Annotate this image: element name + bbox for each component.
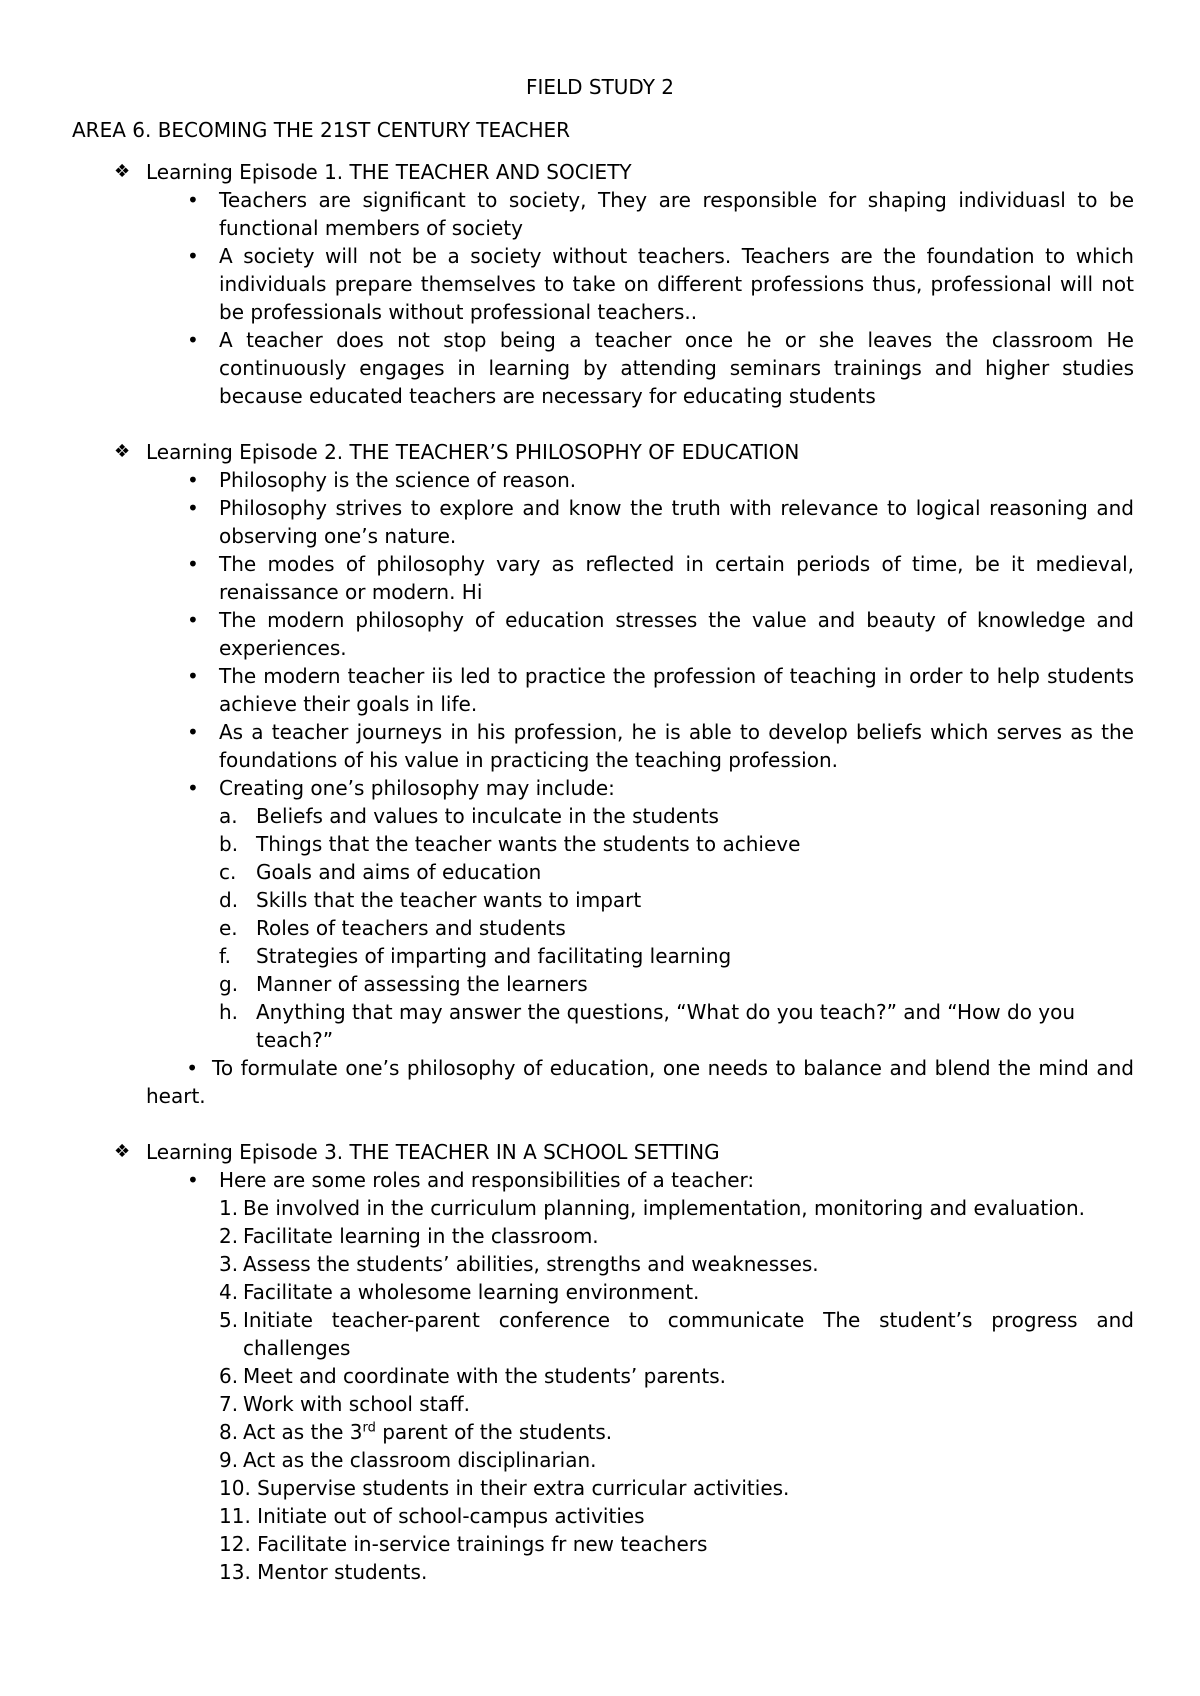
list-item-text: Initiate teacher-parent conference to communicate The student’s progress and challenges xyxy=(243,1308,1134,1360)
list-item-text: Philosophy strives to explore and know the truth with relevance to logical reasoning and observing one’s nature. xyxy=(219,496,1134,548)
list-marker: 10. xyxy=(219,1476,251,1500)
list-item xyxy=(187,494,1134,550)
diamond-bullet-icon: ❖ xyxy=(114,161,131,182)
list-item xyxy=(219,886,1134,914)
document-title: FIELD STUDY 2 xyxy=(525,75,675,99)
list-item xyxy=(146,1054,1134,1110)
bullet-icon: • xyxy=(187,720,199,744)
teacher-roles-list xyxy=(0,1194,1200,1586)
list-item-text: The modern teacher iis led to practice the profession of teaching in order to help students achieve their goals in life. xyxy=(219,664,1134,716)
list-item xyxy=(219,1278,1134,1306)
list-marker: 11. xyxy=(219,1504,251,1528)
list-marker: b. xyxy=(219,832,239,856)
ordinal-suffix: rd xyxy=(362,1420,376,1436)
list-marker: 1. xyxy=(219,1196,239,1220)
list-item-text: Facilitate a wholesome learning environment. xyxy=(243,1280,700,1304)
list-item xyxy=(219,1502,1134,1530)
bullet-icon: • xyxy=(186,1056,198,1080)
philosophy-sub-list xyxy=(0,802,1200,1054)
list-marker: e. xyxy=(219,916,238,940)
list-item xyxy=(187,326,1134,410)
list-item-text: parent of the students. xyxy=(375,1420,613,1444)
list-item xyxy=(187,186,1134,242)
list-marker: 12. xyxy=(219,1532,251,1556)
list-item-text: Teachers are significant to society, They are responsible for shaping individuasl to be functional members of society xyxy=(219,188,1134,240)
bullet-icon: • xyxy=(187,328,199,352)
list-item-text: Here are some roles and responsibilities of a teacher: xyxy=(219,1168,755,1192)
list-item xyxy=(219,1306,1134,1362)
list-item-text: Mentor students. xyxy=(257,1560,428,1584)
list-item-text: The modes of philosophy vary as reflected in certain periods of time, be it medieval, renaissance or modern. Hi xyxy=(219,552,1134,604)
list-item-text: Manner of assessing the learners xyxy=(256,972,588,996)
list-item-text: Beliefs and values to inculcate in the students xyxy=(256,804,719,828)
episode-prefix: Learning Episode 1. xyxy=(146,160,350,184)
diamond-bullet-icon: ❖ xyxy=(114,441,131,462)
list-marker: 8. xyxy=(219,1420,239,1444)
list-item-text: Work with school staff. xyxy=(243,1392,470,1416)
episode-2-bullets xyxy=(0,466,1200,802)
list-marker: d. xyxy=(219,888,239,912)
list-marker: 7. xyxy=(219,1392,239,1416)
list-item xyxy=(187,466,1134,494)
list-marker: 5. xyxy=(219,1308,239,1332)
list-item-text: Meet and coordinate with the students’ parents. xyxy=(243,1364,726,1388)
list-item xyxy=(219,1362,1134,1390)
list-item-text: To formulate one’s philosophy of education, one needs to balance and blend the mind and heart. xyxy=(146,1056,1134,1108)
episode-3-bullets xyxy=(0,1166,1200,1194)
list-item-text: Strategies of imparting and facilitating learning xyxy=(256,944,732,968)
list-item xyxy=(219,1390,1134,1418)
bullet-icon: • xyxy=(187,608,199,632)
list-item-text: Goals and aims of education xyxy=(256,860,542,884)
list-item-text: Creating one’s philosophy may include: xyxy=(219,776,615,800)
episode-title: THE TEACHER IN A SCHOOL SETTING xyxy=(349,1140,720,1164)
list-marker: a. xyxy=(219,804,238,828)
bullet-icon: • xyxy=(187,496,199,520)
list-item-text: Assess the students’ abilities, strengths and weaknesses. xyxy=(243,1252,819,1276)
list-item xyxy=(219,1558,1134,1586)
list-item xyxy=(219,1446,1134,1474)
list-marker: g. xyxy=(219,972,239,996)
list-item xyxy=(219,1194,1134,1222)
list-item xyxy=(219,830,1134,858)
list-item-text: Act as the 3 xyxy=(243,1420,363,1444)
list-item xyxy=(219,970,1134,998)
episode-title: THE TEACHER AND SOCIETY xyxy=(349,160,632,184)
episode-prefix: Learning Episode 2. xyxy=(146,440,350,464)
bullet-icon: • xyxy=(187,664,199,688)
list-item-text: Philosophy is the science of reason. xyxy=(219,468,577,492)
list-item-text: Supervise students in their extra curricular activities. xyxy=(257,1476,790,1500)
list-item xyxy=(187,718,1134,774)
list-marker: 3. xyxy=(219,1252,239,1276)
list-item-text: Facilitate learning in the classroom. xyxy=(243,1224,599,1248)
list-item xyxy=(219,802,1134,830)
bullet-icon: • xyxy=(187,468,199,492)
list-marker: 13. xyxy=(219,1560,251,1584)
list-item-text: A society will not be a society without teachers. Teachers are the foundation to which individuals prepare themselves to take on different professions thus, professional will not be professionals without professional teachers.. xyxy=(219,244,1134,324)
list-item xyxy=(219,1418,1134,1446)
list-item xyxy=(187,242,1134,326)
list-item xyxy=(219,1530,1134,1558)
list-item-text: Initiate out of school-campus activities xyxy=(257,1504,645,1528)
episode-2 xyxy=(114,438,1134,466)
episode-title: THE TEACHER’S PHILOSOPHY OF EDUCATION xyxy=(349,440,800,464)
list-item-text: A teacher does not stop being a teacher once he or she leaves the classroom He continuously engages in learning by attending seminars trainings and higher studies because educated teachers are necessary for educating students xyxy=(219,328,1134,408)
list-item-text: The modern philosophy of education stresses the value and beauty of knowledge and experiences. xyxy=(219,608,1134,660)
list-item xyxy=(219,1474,1134,1502)
bullet-icon: • xyxy=(187,244,199,268)
list-item xyxy=(187,774,1134,802)
list-marker: 6. xyxy=(219,1364,239,1388)
bullet-icon: • xyxy=(187,776,199,800)
bullet-icon: • xyxy=(187,1168,199,1192)
list-item xyxy=(187,662,1134,718)
list-item-text: As a teacher journeys in his profession, he is able to develop beliefs which serves as the foundations of his value in practicing the teaching profession. xyxy=(219,720,1134,772)
list-marker: f. xyxy=(219,944,231,968)
list-item xyxy=(219,942,1134,970)
list-item-text: Things that the teacher wants the students to achieve xyxy=(256,832,801,856)
list-item-text: Roles of teachers and students xyxy=(256,916,566,940)
list-marker: c. xyxy=(219,860,237,884)
list-item xyxy=(219,858,1134,886)
bullet-icon: • xyxy=(187,188,199,212)
episode-1-bullets xyxy=(0,186,1200,410)
document-body xyxy=(0,158,1200,1586)
list-marker: 4. xyxy=(219,1280,239,1304)
list-item xyxy=(219,1250,1134,1278)
episode-3 xyxy=(114,1138,1134,1166)
list-item-text: Skills that the teacher wants to impart xyxy=(256,888,642,912)
episode-1 xyxy=(114,158,1134,186)
list-item xyxy=(219,914,1134,942)
list-item xyxy=(219,1222,1134,1250)
list-item xyxy=(187,550,1134,606)
diamond-bullet-icon: ❖ xyxy=(114,1141,131,1162)
bullet-icon: • xyxy=(187,552,199,576)
list-item xyxy=(219,998,1134,1054)
episode-prefix: Learning Episode 3. xyxy=(146,1140,350,1164)
list-item-text: Act as the classroom disciplinarian. xyxy=(243,1448,597,1472)
list-marker: 9. xyxy=(219,1448,239,1472)
list-marker: h. xyxy=(219,1000,239,1024)
area-heading: AREA 6. BECOMING THE 21ST CENTURY TEACHER xyxy=(72,118,571,142)
list-item xyxy=(187,1166,1134,1194)
list-item-text: Anything that may answer the questions, “What do you teach?” and “How do you teach?” xyxy=(256,1000,1076,1052)
list-item-text: Facilitate in-service trainings fr new teachers xyxy=(257,1532,708,1556)
list-item-text: Be involved in the curriculum planning, implementation, monitoring and evaluation. xyxy=(243,1196,1086,1220)
list-marker: 2. xyxy=(219,1224,239,1248)
list-item xyxy=(187,606,1134,662)
